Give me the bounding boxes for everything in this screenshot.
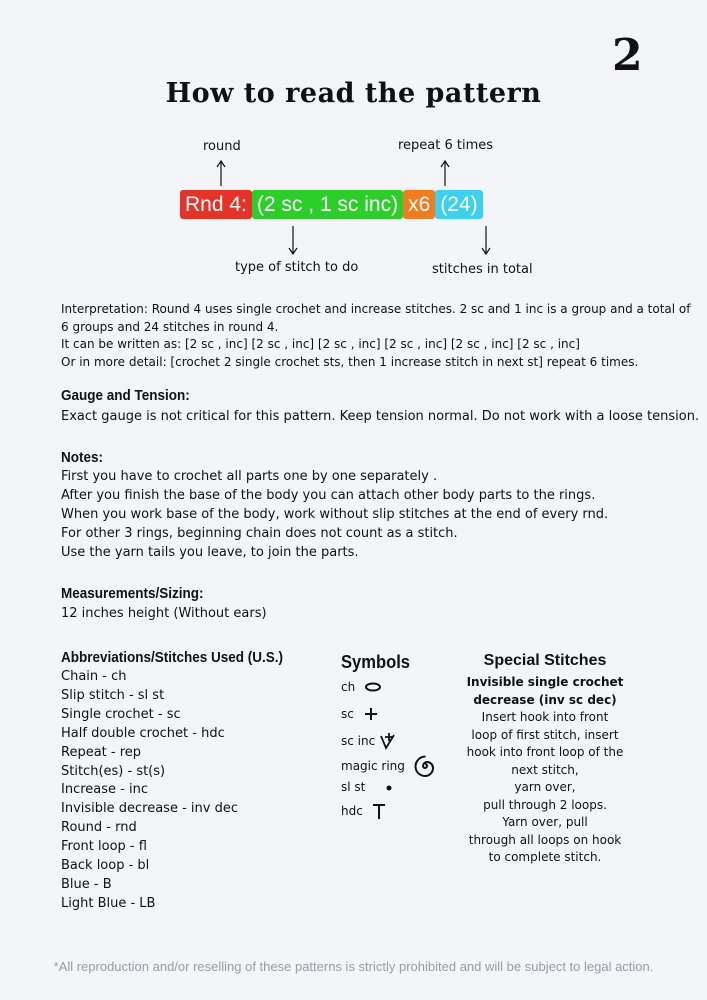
symbol-label: sc <box>341 707 354 721</box>
note-line: For other 3 rings, beginning chain does not count as a stitch. <box>61 526 458 541</box>
symbol-row <box>341 730 399 752</box>
interpretation-line: Or in more detail: [crochet 2 single crochet sts, then 1 increase stitch in next st] repeat 6 times. <box>61 354 639 369</box>
list-item: Back loop - bl <box>61 858 150 874</box>
symbol-label: sl st <box>341 780 366 794</box>
note-line: First you have to crochet all parts one by one separately . <box>61 469 438 484</box>
symbol-label: magic ring <box>341 759 405 773</box>
abbreviations-list <box>61 668 238 914</box>
note-line: After you finish the base of the body you can attach other body parts to the rings. <box>61 488 596 503</box>
symbol-row <box>341 754 437 778</box>
instruction-line: loop of first stitch, insert <box>471 727 619 742</box>
dot-icon <box>373 781 397 793</box>
instruction-line: through all loops on hook <box>468 832 622 847</box>
special-stitches-heading: Special Stitches <box>483 652 607 669</box>
note-line: When you work base of the body, work without slip stitches at the end of every rnd. <box>61 507 609 522</box>
notes-section <box>61 449 608 562</box>
symbol-label: sc inc <box>341 734 376 748</box>
symbol-row <box>341 680 383 694</box>
round-segment: Rnd 4: <box>180 190 252 219</box>
note-line: Use the yarn tails you leave, to join the parts. <box>61 545 359 560</box>
page-title: How to read the pattern <box>165 78 542 109</box>
interpretation-block <box>61 301 691 371</box>
list-item: Round - rnd <box>61 820 137 836</box>
list-item: Invisible decrease - inv dec <box>61 801 238 817</box>
symbol-row <box>341 705 380 723</box>
chain-oval-icon <box>363 680 383 694</box>
list-item: Single crochet - sc <box>61 706 181 722</box>
copyright-notice: *All reproduction and/or reselling of these patterns is strictly prohibited and will be subject to legal action. <box>53 959 654 974</box>
measurements-text: 12 inches height (Without ears) <box>61 606 267 621</box>
total-label: stitches in total <box>432 262 533 277</box>
special-stitches-body <box>460 674 630 867</box>
list-item: Chain - ch <box>61 669 127 684</box>
instruction-line: Yarn over, pull <box>502 815 588 829</box>
stitch-type-label: type of stitch to do <box>235 260 359 275</box>
list-item: Slip stitch - sl st <box>61 687 165 703</box>
t-icon <box>371 802 387 820</box>
special-stitch-name: Invisible single crochet decrease (inv sc dec) <box>466 675 624 707</box>
list-item: Light Blue - LB <box>61 895 156 911</box>
symbols-heading: Symbols <box>341 652 411 672</box>
list-item: Front loop - fl <box>61 839 147 855</box>
list-item: Blue - B <box>61 876 112 892</box>
interpretation-line: Interpretation: Round 4 uses single crochet and increase stitches. 2 sc and 1 inc is a group and a total of <box>61 302 691 316</box>
symbol-label: hdc <box>341 804 363 818</box>
symbol-row <box>341 802 387 820</box>
stitch-group-segment: (2 sc , 1 sc inc) <box>252 190 403 219</box>
abbreviations-heading: Abbreviations/Stitches Used (U.S.) <box>61 649 284 666</box>
instruction-line: yarn over, <box>514 780 576 794</box>
list-item: Repeat - rep <box>61 744 142 760</box>
repeat-segment: x6 <box>403 190 435 219</box>
gauge-text: Exact gauge is not critical for this pattern. Keep tension normal. Do not work with a loose tension. <box>61 409 700 424</box>
instruction-line: Insert hook into front <box>481 710 609 724</box>
instruction-line: hook into front loop of the <box>466 745 624 759</box>
diagram-arrows <box>0 0 707 300</box>
instruction-line: pull through 2 loops. <box>483 797 607 812</box>
instruction-line: to complete stitch. <box>488 850 602 864</box>
symbol-label: ch <box>341 680 356 694</box>
measurements-heading: Measurements/Sizing: <box>61 585 204 602</box>
list-item: Increase - inc <box>61 782 148 798</box>
repeat-label: repeat 6 times <box>398 138 494 153</box>
pattern-example <box>180 190 483 219</box>
list-item: Half double crochet - hdc <box>61 725 225 741</box>
gauge-heading: Gauge and Tension: <box>61 387 190 404</box>
round-label: round <box>203 139 241 154</box>
symbol-row <box>341 780 397 794</box>
total-segment: (24) <box>435 190 482 219</box>
gauge-section <box>61 387 699 426</box>
measurements-section <box>61 585 267 623</box>
list-item: Stitch(es) - st(s) <box>61 763 166 779</box>
spiral-icon <box>413 754 437 778</box>
instruction-line: next stitch, <box>511 762 579 777</box>
interpretation-line: 6 groups and 24 stitches in round 4. <box>61 319 279 334</box>
page-number: 2 <box>612 30 642 81</box>
notes-heading: Notes: <box>61 449 104 466</box>
plus-icon <box>362 705 380 723</box>
sc-increase-icon <box>377 730 399 752</box>
interpretation-line: It can be written as: [2 sc , inc] [2 sc , inc] [2 sc , inc] [2 sc , inc] [2 sc , inc] [2 sc , inc] <box>61 337 580 351</box>
